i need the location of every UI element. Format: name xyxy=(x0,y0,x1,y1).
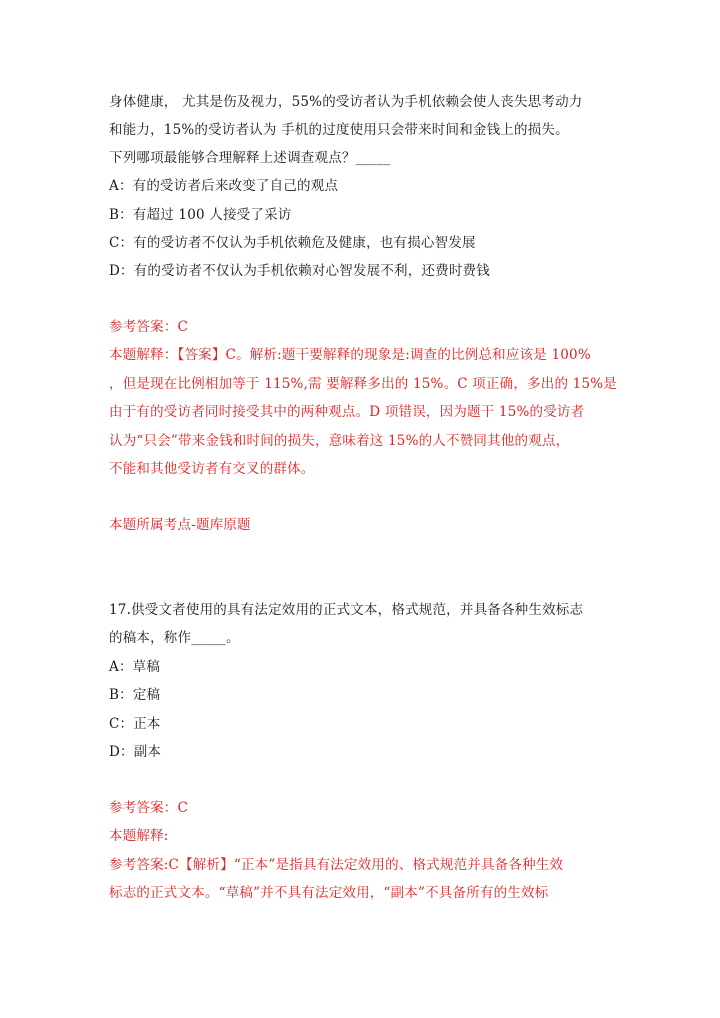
q17-stem-line-2: 的稿本，称作_____。 xyxy=(109,630,240,646)
q16-stem-line-3: 下列哪项最能够合理解释上述调查观点？_____ xyxy=(109,150,391,166)
q16-option-b: B：有超过 100 人接受了采访 xyxy=(109,207,292,223)
q17-answer: 参考答案：C xyxy=(109,800,189,816)
q16-category: 本题所属考点-题库原题 xyxy=(109,517,251,533)
q16-explanation-line-5: 不能和其他受访者有交叉的群体。 xyxy=(109,461,315,477)
q16-option-c: C：有的受访者不仅认为手机依赖危及健康，也有损心智发展 xyxy=(109,235,476,251)
q16-explanation-line-4: 认为“只会”带来金钱和时间的损失，意味着这 15%的人不赞同其他的观点， xyxy=(109,433,570,449)
q17-explanation-label: 本题解释: xyxy=(109,828,169,844)
q16-explanation-line-3: 由于有的受访者同时接受其中的两种观点。D 项错误，因为题干 15%的受访者 xyxy=(109,404,585,420)
q16-stem-line-2: 和能力，15%的受访者认为 手机的过度使用只会带来时间和金钱上的损失。 xyxy=(109,122,569,138)
q16-stem-line-1: 身体健康， 尤其是伤及视力，55%的受访者认为手机依赖会使人丧失思考动力 xyxy=(109,94,583,110)
q17-option-c: C：正本 xyxy=(109,716,161,732)
q16-option-d: D：有的受访者不仅认为手机依赖对心智发展不利，还费时费钱 xyxy=(109,263,490,279)
q16-explanation-line-2: ，但是现在比例相加等于 115%,需 要解释多出的 15%。C 项正确，多出的 15%是 xyxy=(109,376,617,392)
q17-explanation-line-2: 标志的正式文本。“草稿”并不具有法定效用，“副本”不具备所有的生效标 xyxy=(109,885,549,901)
q17-option-d: D：副本 xyxy=(109,744,162,760)
q16-answer: 参考答案：C xyxy=(109,319,189,335)
q17-stem-line-1: 17.供受文者使用的具有法定效用的正式文本，格式规范，并具备各种生效标志 xyxy=(109,602,584,618)
q17-option-b: B：定稿 xyxy=(109,687,161,703)
q17-option-a: A：草稿 xyxy=(109,659,161,675)
q17-explanation-line-1: 参考答案:C【解析】“正本”是指具有法定效用的、格式规范并具备各种生效 xyxy=(109,857,564,873)
q16-explanation-line-1: 本题解释：【答案】C。解析:题干要解释的现象是:调查的比例总和应该是 100% xyxy=(109,347,591,363)
q16-option-a: A：有的受访者后来改变了自己的观点 xyxy=(109,178,339,194)
